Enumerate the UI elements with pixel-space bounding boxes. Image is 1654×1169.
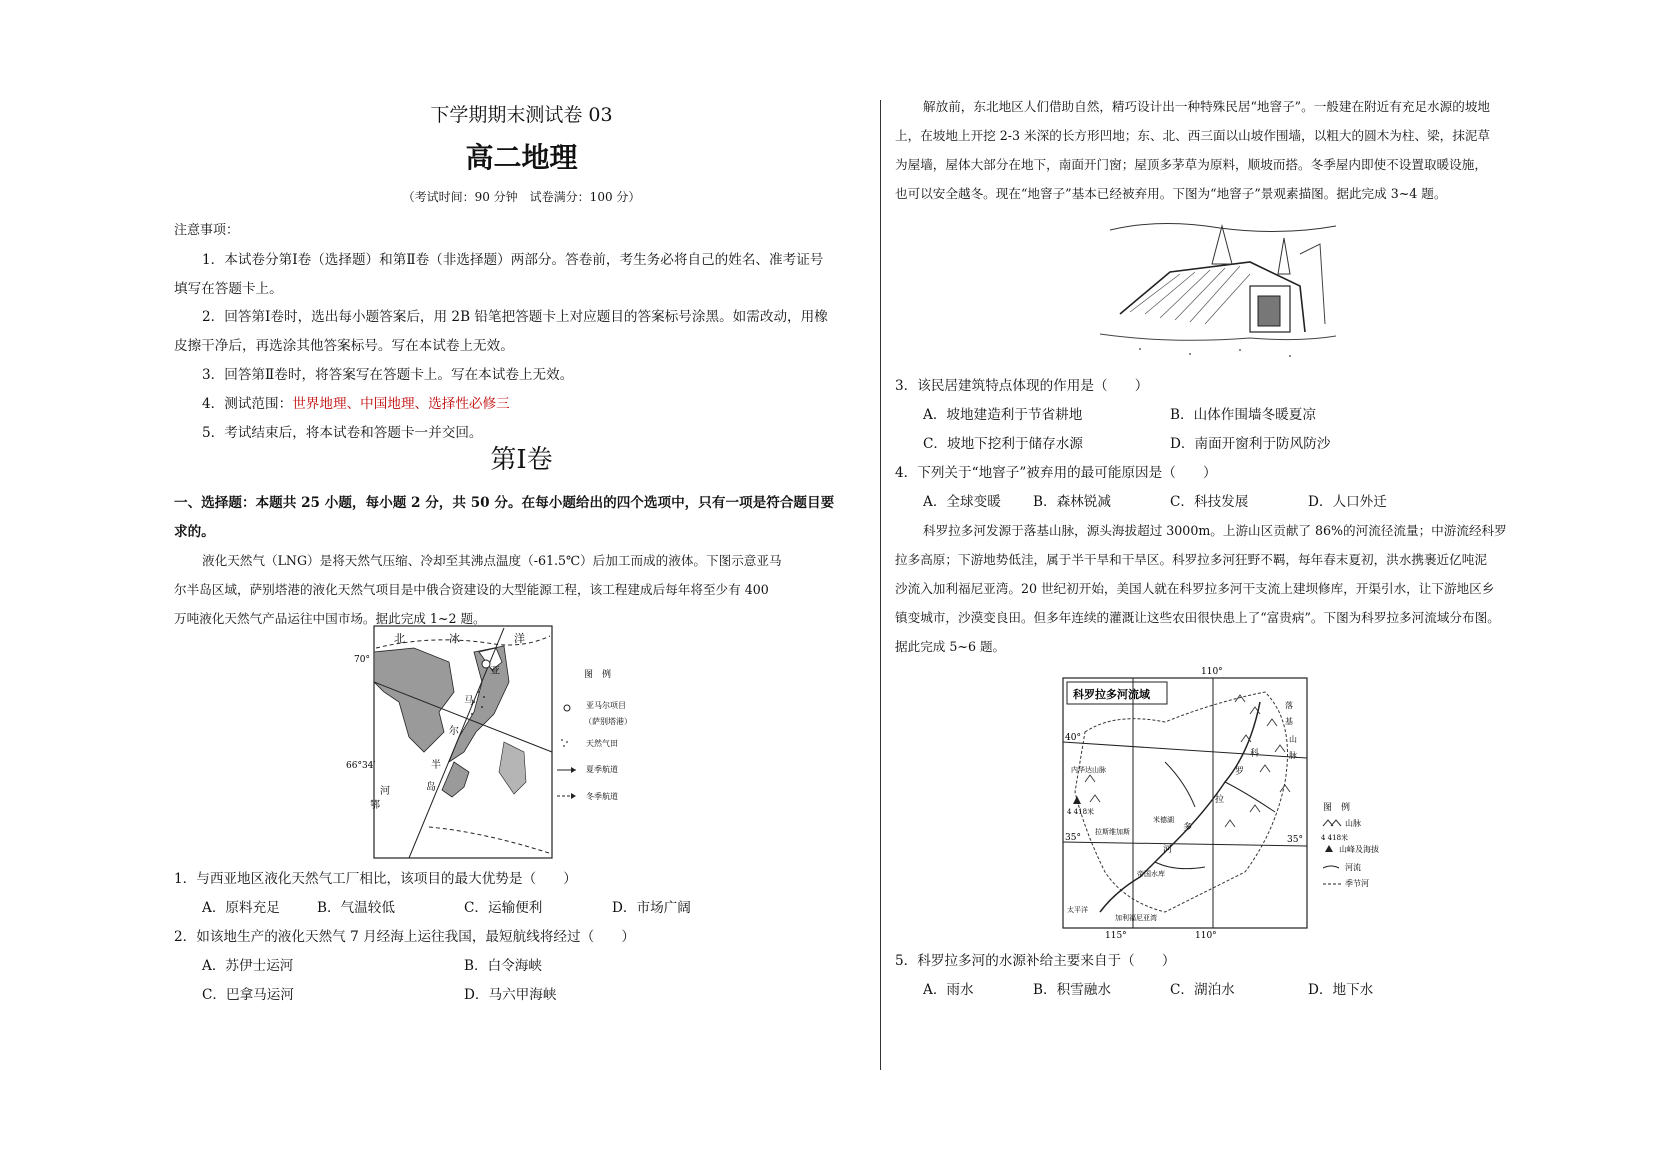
page-title: 高二地理	[465, 141, 578, 174]
river-label: 河	[380, 786, 390, 797]
notice-line-scope	[202, 389, 897, 419]
lat-label: 70°	[354, 655, 370, 665]
passage-line: 科罗拉多河发源于落基山脉，源头海拔超过 3000m。上游山区贡献了 86%的河流径流量；中游流经科罗	[923, 523, 1507, 538]
passage-line: 为屋墙，屋体大部分在地下，南面开门窗；屋顶多茅草为原料，顺坡而搭。冬季屋内即使不设置取暖设施，	[895, 157, 1487, 172]
colorado-map-figure	[1045, 662, 1425, 942]
option-d: D．市场广阔	[612, 900, 691, 916]
sea-label: 北	[394, 632, 405, 645]
legend-item: 山脉	[1345, 819, 1361, 828]
legend-item: （萨别塔港）	[584, 717, 632, 726]
option-b: B．森林锐减	[1033, 494, 1111, 510]
passage-line: 上，在坡地上开挖 2-3 米深的长方形凹地；东、北、西三面以山坡作围墙，以粗大的圆木为柱、梁，抹泥草	[895, 128, 1491, 143]
question-stem: 3．该民居建筑特点体现的作用是（ ）	[895, 378, 1149, 394]
coord-label: 110°	[1201, 667, 1223, 677]
legend-item: 天然气田	[586, 739, 618, 748]
exam-subtitle: 下学期期末测试卷 03	[430, 104, 613, 126]
place-label: 内华达山脉	[1071, 766, 1106, 774]
map-title: 科罗拉多河流域	[1073, 688, 1150, 701]
option-d: D．人口外迁	[1308, 494, 1387, 510]
legend-item: 山峰及海拔	[1339, 845, 1379, 854]
peninsula-label: 马	[464, 696, 474, 707]
question-stem: 4．下列关于“地窨子”被弃用的最可能原因是（ ）	[895, 465, 1217, 481]
legend-item: 夏季航道	[586, 765, 618, 774]
mountain-label: 山	[1289, 735, 1297, 744]
legend-item: 4 418米	[1321, 834, 1349, 842]
notice-line: 5．考试结束后，将本试卷和答题卡一并交回。	[202, 425, 483, 441]
river-label: 鄂	[370, 800, 380, 811]
notice-line: 填写在答题卡上。	[174, 281, 283, 297]
scope-value: 世界地理、中国地理、选择性必修三	[292, 396, 510, 412]
mountain-label: 基	[1285, 717, 1293, 726]
coord-label: 115°	[1105, 931, 1127, 941]
passage-line: 液化天然气（LNG）是将天然气压缩、冷却至其沸点温度（-61.5℃）后加工而成的液体。下图示意亚马	[202, 553, 782, 568]
river-label: 罗	[1235, 767, 1245, 777]
river-label: 拉	[1215, 795, 1225, 805]
river-label: 河	[1163, 845, 1173, 855]
passage-line: 也可以安全越冬。现在“地窨子”基本已经被弃用。下图为“地窨子”景观素描图。据此完成 3~4 题。	[895, 186, 1447, 201]
sea-label: 洋	[514, 632, 525, 645]
passage-line: 拉多高原；下游地势低洼，属于半干旱和干旱区。科罗拉多河狂野不羁，每年春末夏初，洪水携裹近亿吨泥	[895, 552, 1487, 567]
colorado-map	[1045, 662, 1425, 942]
passage-line: 解放前，东北地区人们借助自然，精巧设计出一种特殊民居“地窨子”。一般建在附近有充足水源的坡地	[923, 99, 1491, 114]
option-d: D．南面开窗利于防风防沙	[1170, 436, 1331, 452]
exam-info: （考试时间：90 分钟 试卷满分：100 分）	[402, 190, 641, 204]
coord-label: 110°	[1195, 931, 1217, 941]
section-title: 第Ⅰ卷	[490, 445, 553, 475]
yamal-map	[346, 622, 654, 862]
peninsula-label: 岛	[426, 782, 436, 793]
legend-title: 图 例	[584, 670, 612, 680]
option-b: B．山体作围墙冬暖夏凉	[1170, 407, 1316, 423]
sea-label: 冰	[449, 632, 460, 645]
mountain-label: 落	[1285, 701, 1293, 710]
option-c: C．湖泊水	[1170, 982, 1235, 998]
legend-item: 亚马尔项目	[586, 701, 626, 710]
notice-line: 2．回答第Ⅰ卷时，选出每小题答案后，用 2B 铅笔把答题卡上对应题目的答案标号涂黑。如需改动，用橡	[202, 309, 828, 325]
peak-label: 4 418米	[1067, 808, 1095, 816]
option-c: C．科技发展	[1170, 494, 1249, 510]
scope-label: 4．测试范围：	[202, 396, 293, 412]
option-a: A．全球变暖	[923, 494, 1001, 510]
option-b: B．白令海峡	[464, 958, 542, 974]
option-c: C．巴拿马运河	[202, 987, 294, 1003]
option-a: A．苏伊士运河	[202, 958, 294, 974]
passage-line: 沙流入加利福尼亚湾。20 世纪初开始，美国人就在科罗拉多河干支流上建坝修库，开渠引水，让下游地区乡	[895, 581, 1495, 596]
place-label: 加利福尼亚湾	[1115, 914, 1157, 922]
notice-line: 1．本试卷分第Ⅰ卷（选择题）和第Ⅱ卷（非选择题）两部分。答卷前，考生务必将自己的姓名、准考证号	[202, 252, 824, 268]
option-a: A．原料充足	[202, 900, 280, 916]
notice-heading: 注意事项：	[174, 223, 240, 238]
place-label: 帝国水库	[1137, 870, 1165, 878]
option-c: C．坡地下挖利于储存水源	[923, 436, 1083, 452]
notice-line: 皮擦干净后，再选涂其他答案标号。写在本试卷上无效。	[174, 338, 514, 354]
passage-line: 镇变城市，沙漠变良田。但多年连续的灌溉让这些农田很快患上了“富贵病”。下图为科罗拉多河流域分布图。	[895, 610, 1500, 625]
option-d: D．马六甲海峡	[464, 987, 557, 1003]
coord-label: 35°	[1287, 835, 1303, 845]
option-d: D．地下水	[1308, 982, 1374, 998]
passage-line: 万吨液化天然气产品运往中国市场。据此完成 1~2 题。	[174, 611, 486, 626]
passage-line: 尔半岛区域，萨别塔港的液化天然气项目是中俄合资建设的大型能源工程，该工程建成后每年将至少有 400	[174, 582, 769, 597]
river-label: 多	[1183, 823, 1193, 833]
mountain-label: 脉	[1289, 751, 1297, 760]
option-c: C．运输便利	[464, 900, 543, 916]
peninsula-label: 半	[431, 760, 441, 771]
column-divider	[880, 100, 881, 1070]
dugout-sketch	[1100, 214, 1340, 364]
place-label: 太平洋	[1067, 906, 1088, 914]
option-a: A．坡地建造利于节省耕地	[923, 407, 1083, 423]
coord-label: 35°	[1065, 833, 1081, 843]
passage-line: 据此完成 5~6 题。	[895, 639, 1006, 654]
option-a: A．雨水	[923, 982, 974, 998]
yamal-map-figure	[346, 622, 654, 862]
notice-line: 3．回答第Ⅱ卷时，将答案写在答题卡上。写在本试卷上无效。	[202, 367, 574, 383]
place-label: 米德湖	[1153, 816, 1174, 824]
section-intro: 求的。	[174, 524, 215, 540]
option-b: B．气温较低	[317, 900, 395, 916]
legend-item: 河流	[1345, 863, 1361, 872]
question-stem: 2．如该地生产的液化天然气 7 月经海上运往我国，最短航线将经过（ ）	[174, 929, 635, 945]
place-label: 拉斯维加斯	[1095, 828, 1130, 836]
legend-title: 图 例	[1323, 803, 1351, 813]
lat-label: 66°34′	[346, 761, 376, 771]
peninsula-label: 尔	[449, 726, 459, 737]
legend-item: 季节河	[1345, 879, 1369, 888]
peninsula-label: 亚	[490, 666, 500, 677]
legend-item: 冬季航道	[586, 792, 618, 801]
dugout-sketch-figure	[1100, 214, 1340, 364]
question-stem: 1．与西亚地区液化天然气工厂相比，该项目的最大优势是（ ）	[174, 871, 577, 887]
coord-label: 40°	[1065, 733, 1081, 743]
river-label: 科	[1250, 749, 1260, 759]
option-b: B．积雪融水	[1033, 982, 1111, 998]
section-intro: 一、选择题：本题共 25 小题，每小题 2 分，共 50 分。在每小题给出的四个选项中，只有一项是符合题目要	[174, 495, 835, 511]
question-stem: 5．科罗拉多河的水源补给主要来自于（ ）	[895, 953, 1176, 969]
